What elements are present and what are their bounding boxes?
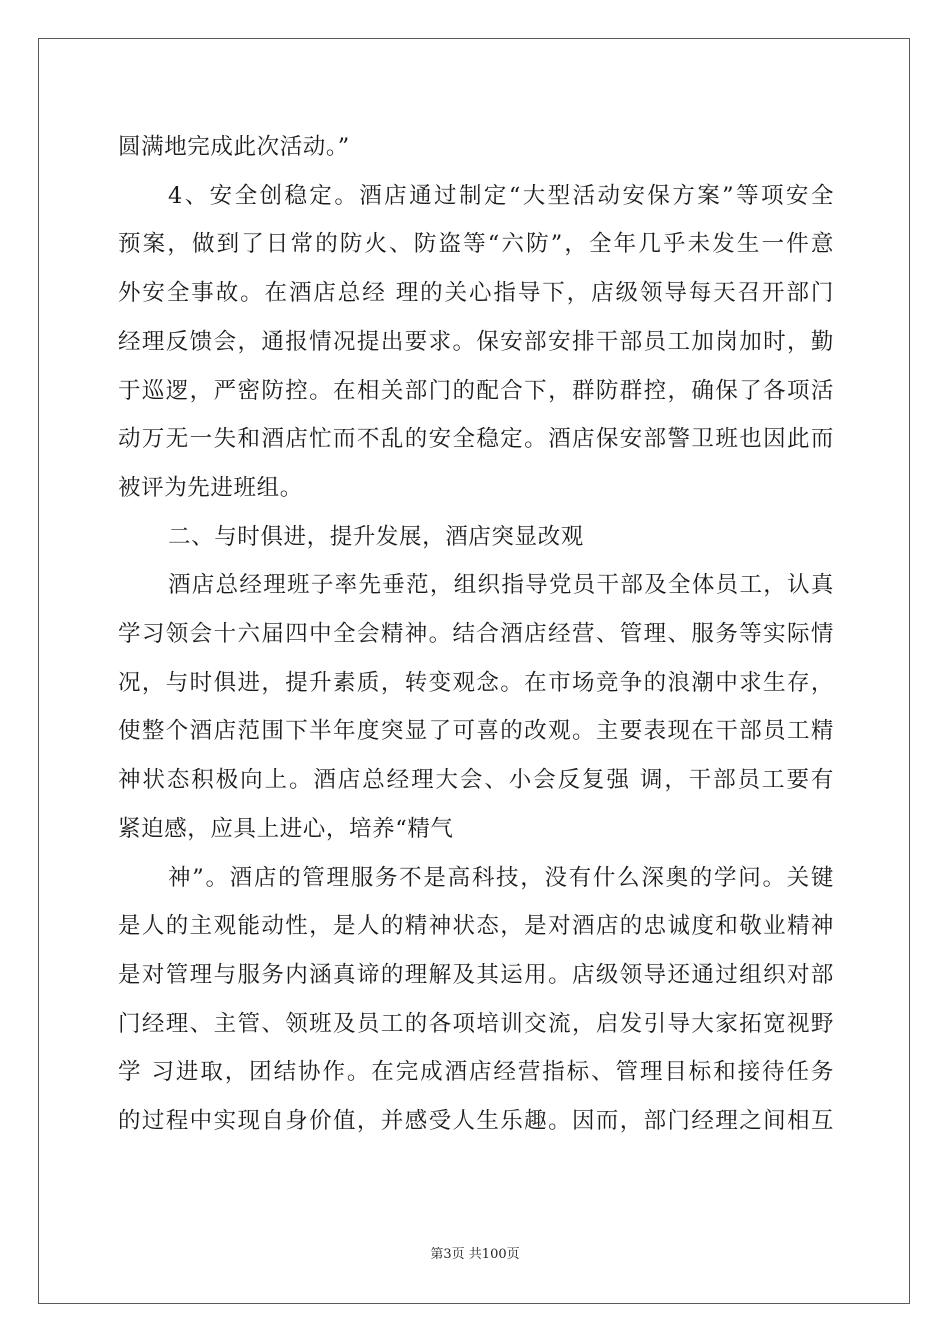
text-line: 门经理、主管、领班及员工的各项培训交流，启发引导大家拓宽视野 [118, 1010, 834, 1037]
text-line: 学 习进取，团结协作。在完成酒店经营指标、管理目标和接待任务 [118, 1059, 834, 1086]
text-line: 动万无一失和酒店忙而不乱的安全稳定。酒店保安部警卫班也因此而 [118, 426, 834, 453]
text-line: 使整个酒店范围下半年度突显了可喜的改观。主要表现在干部员工精 [118, 718, 834, 745]
text-line: 4、安全创稳定。酒店通过制定“大型活动安保方案”等项安全 [168, 182, 834, 209]
text-line: 紧迫感，应具上进心，培养“精气 [118, 815, 454, 842]
text-line: 的过程中实现自身价值，并感受人生乐趣。因而，部门经理之间相互 [118, 1108, 834, 1134]
text-line: 况，与时俱进，提升素质，转变观念。在市场竞争的浪潮中求生存， [118, 669, 834, 696]
text-line: 学习领会十六届四中全会精神。结合酒店经营、管理、服务等实际情 [118, 621, 834, 647]
text-line: 神状态积极向上。酒店总经理大会、小会反复强 调，干部员工要有 [118, 767, 834, 794]
text-line: 酒店总经理班子率先垂范，组织指导党员干部及全体员工，认真 [168, 572, 834, 599]
text-line: 被评为先进班组。 [118, 474, 303, 501]
text-line: 于巡逻，严密防控。在相关部门的配合下，群防群控，确保了各项活 [118, 377, 834, 404]
text-line: 经理反馈会，通报情况提出要求。保安部安排干部员工加岗加时，勤 [118, 328, 834, 355]
section-heading: 二、与时俱进，提升发展，酒店突显改观 [168, 523, 584, 550]
text-line: 圆满地完成此次活动。” [118, 134, 350, 160]
text-line: 是人的主观能动性，是人的精神状态，是对酒店的忠诚度和敬业精神 [118, 913, 834, 940]
text-line: 预案，做到了日常的防火、防盗等“六防”，全年几乎未发生一件意 [118, 231, 834, 258]
page-footer: 第3页 共100页 [430, 1247, 520, 1262]
text-line: 神”。酒店的管理服务不是高科技，没有什么深奥的学问。关键 [168, 864, 834, 891]
text-line: 外安全事故。在酒店总经 理的关心指导下，店级领导每天召开部门 [118, 280, 834, 307]
text-line: 是对管理与服务内涵真谛的理解及其运用。店级领导还通过组织对部 [118, 961, 834, 988]
